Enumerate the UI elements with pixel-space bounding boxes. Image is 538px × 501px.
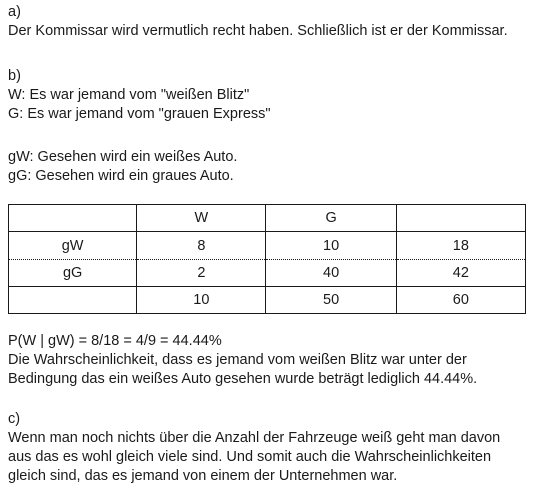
- table-cell: G: [266, 205, 396, 232]
- section-a-label: a): [8, 4, 21, 20]
- table-cell: 60: [396, 287, 525, 314]
- table-cell: [9, 287, 137, 314]
- table-row: [9, 287, 526, 314]
- section-c-line: aus das es wohl gleich viele sind. Und somit auch die Wahrscheinlichkeiten: [8, 449, 492, 465]
- definition-gg: gG: Gesehen wird ein graues Auto.: [8, 168, 234, 184]
- definition-g: G: Es war jemand vom "grauen Express": [8, 106, 271, 122]
- table-cell: 8: [137, 232, 266, 260]
- definition-gw: gW: Gesehen wird ein weißes Auto.: [8, 149, 238, 165]
- table-cell: 2: [137, 260, 266, 287]
- explanation-line: Bedingung das ein weißes Auto gesehen wurde beträgt lediglich 44.44%.: [8, 371, 478, 387]
- section-b-label: b): [8, 68, 21, 84]
- section-a-text: Der Kommissar wird vermutlich recht haben. Schließlich ist er der Kommissar.: [8, 23, 508, 39]
- table-cell: 40: [266, 260, 396, 287]
- table-cell: W: [137, 205, 266, 232]
- probability-table: [8, 204, 526, 314]
- table-cell: [9, 205, 137, 232]
- section-c-line: gleich sind, das es jemand von einem der Unternehmen war.: [8, 468, 398, 484]
- table-cell: [396, 205, 525, 232]
- formula: P(W | gW) = 8/18 = 4/9 = 44.44%: [8, 333, 222, 349]
- table-cell: 50: [266, 287, 396, 314]
- document-body-lower: [8, 332, 534, 486]
- table-row: [9, 260, 526, 287]
- table-cell: gW: [9, 232, 137, 260]
- section-c-label: c): [8, 411, 21, 427]
- table-cell: 10: [137, 287, 266, 314]
- table-cell: 42: [396, 260, 525, 287]
- table-cell: 18: [396, 232, 525, 260]
- document-body: [8, 0, 534, 186]
- definition-w: W: Es war jemand vom "weißen Blitz": [8, 87, 250, 103]
- table-cell: gG: [9, 260, 137, 287]
- table-row: [9, 232, 526, 260]
- explanation-line: Die Wahrscheinlichkeit, dass es jemand vom weißen Blitz war unter der: [8, 352, 467, 368]
- table-header-row: [9, 205, 526, 232]
- table-cell: 10: [266, 232, 396, 260]
- section-c-line: Wenn man noch nichts über die Anzahl der Fahrzeuge weiß geht man davon: [8, 430, 501, 446]
